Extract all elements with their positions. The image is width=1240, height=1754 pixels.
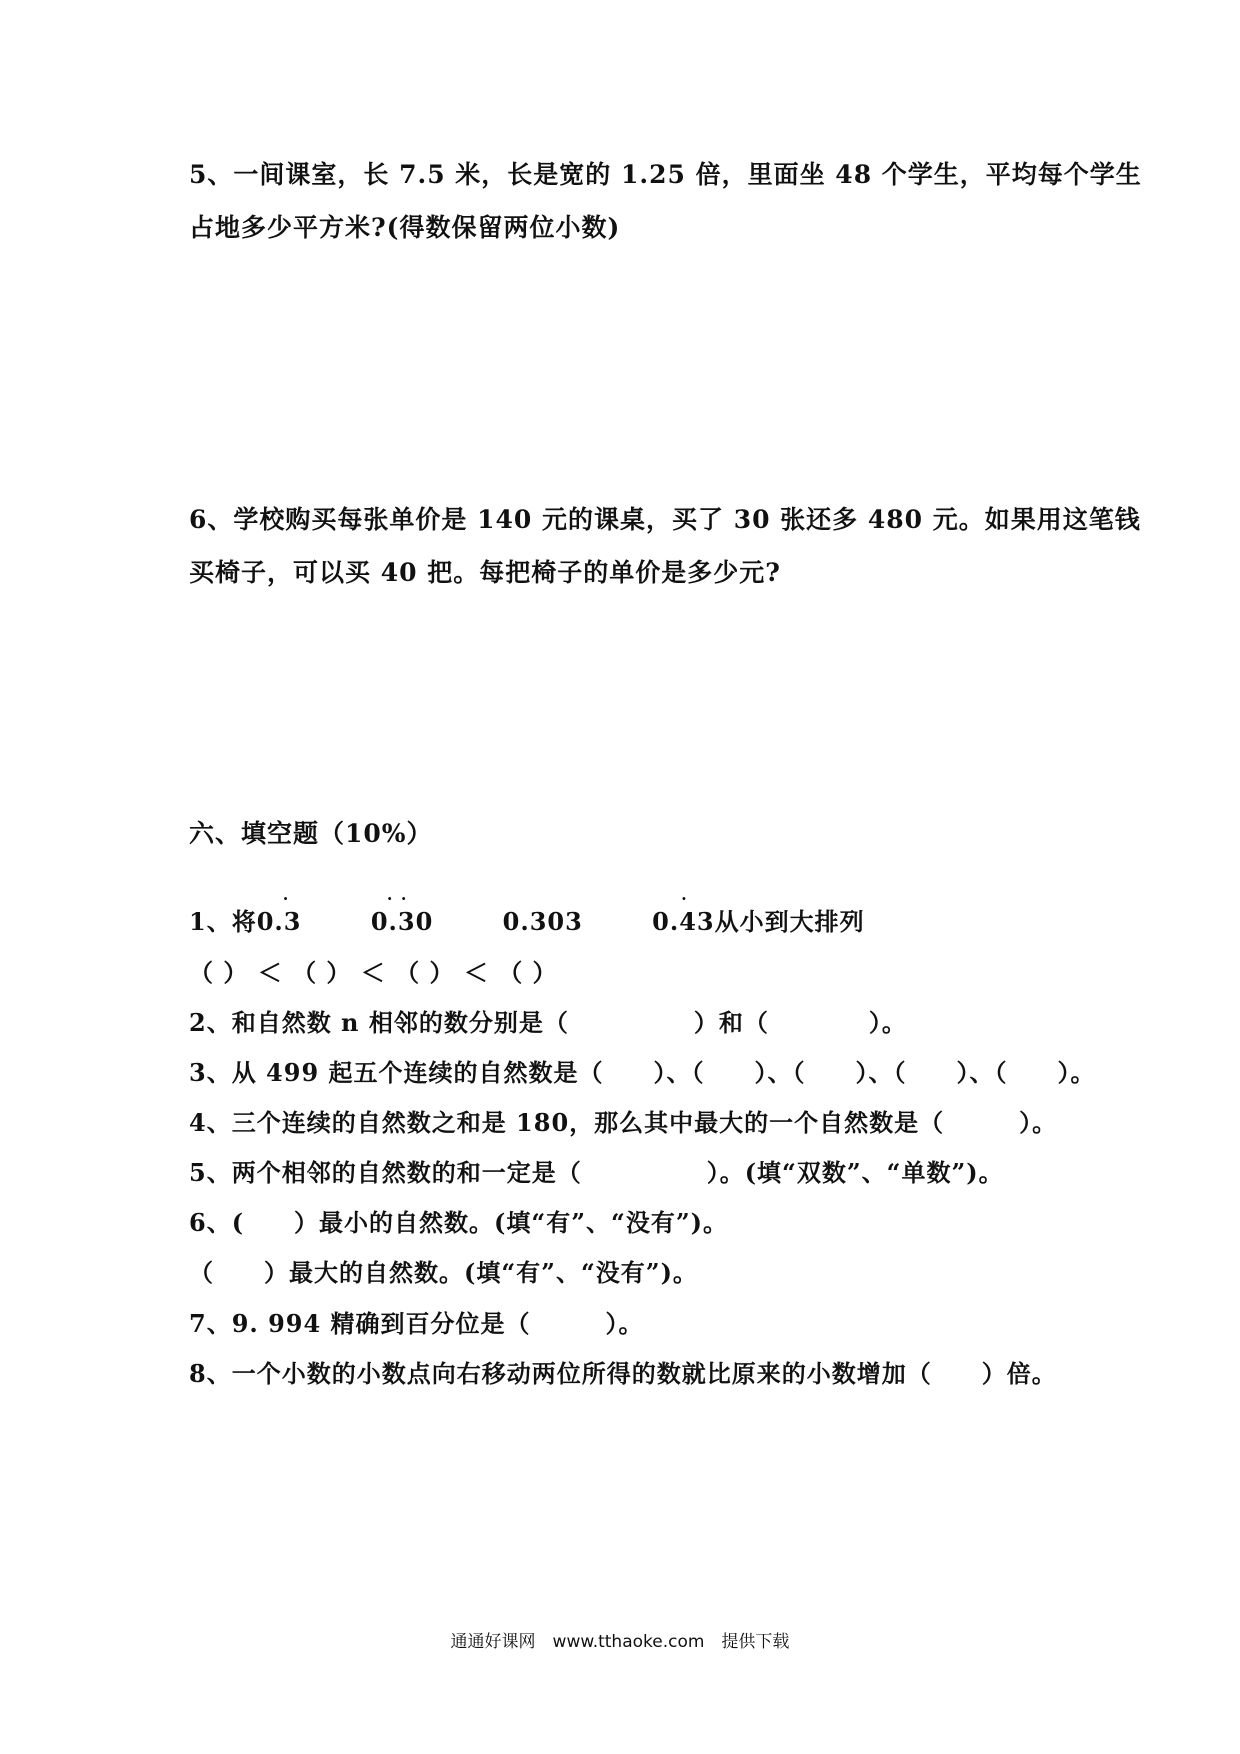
question-6a: 6、( ）最小的自然数。(填“有”、“没有”)。	[189, 1208, 728, 1237]
repeat-dot-icon: ·	[282, 889, 290, 908]
question-2: 2、和自然数 n 相邻的数分别是（ ）和（ ）。	[189, 1008, 907, 1037]
question-1-order-blanks: （ ） ＜ （ ） ＜ （ ） ＜ （ ）	[189, 958, 558, 987]
repeat-dot-icon: ·	[400, 889, 408, 908]
problem-5-line-2: 占地多少平方米?(得数保留两位小数)	[189, 213, 621, 242]
question-4: 4、三个连续的自然数之和是 180，那么其中最大的一个自然数是（ ）。	[189, 1108, 1058, 1137]
question-8: 8、一个小数的小数点向右移动两位所得的数就比原来的小数增加（ ）倍。	[189, 1359, 1057, 1388]
decimal-0-30-repeating: 0.30 · ·	[370, 889, 434, 936]
question-1-suffix: 从小到大排列	[714, 907, 865, 936]
question-6b: （ ）最大的自然数。(填“有”、“没有”)。	[189, 1258, 698, 1287]
problem-6-line-1: 6、学校购买每张单价是 140 元的课桌，买了 30 张还多 480 元。如果用这笔钱	[189, 505, 1141, 534]
question-3: 3、从 499 起五个连续的自然数是（ ）、（ ）、（ ）、（ ）、（ ）。	[189, 1058, 1096, 1087]
repeat-dot-icon: ·	[681, 889, 688, 908]
section-6-heading: 六、填空题（10%）	[189, 819, 433, 848]
decimal-0-303: 0.303	[502, 907, 583, 936]
question-1-prefix: 1、将	[189, 907, 257, 936]
question-7: 7、9. 994 精确到百分位是（ ）。	[189, 1309, 644, 1338]
decimal-0-3-repeating: 0.3 ·	[256, 889, 302, 936]
repeat-dot-icon: ·	[386, 889, 394, 908]
problem-6-line-2: 买椅子，可以买 40 把。每把椅子的单价是多少元?	[189, 558, 781, 587]
page-footer: 通通好课网 www.tthaoke.com 提供下载	[450, 1632, 790, 1652]
problem-5-line-1: 5、一间课室，长 7.5 米，长是宽的 1.25 倍，里面坐 48 个学生，平均每个学生	[189, 160, 1142, 189]
question-5: 5、两个相邻的自然数的和一定是（ ）。(填“双数”、“单数”)。	[189, 1158, 1004, 1187]
decimal-0-43-repeating: 0.43 ·	[652, 889, 715, 936]
question-1	[189, 889, 865, 939]
